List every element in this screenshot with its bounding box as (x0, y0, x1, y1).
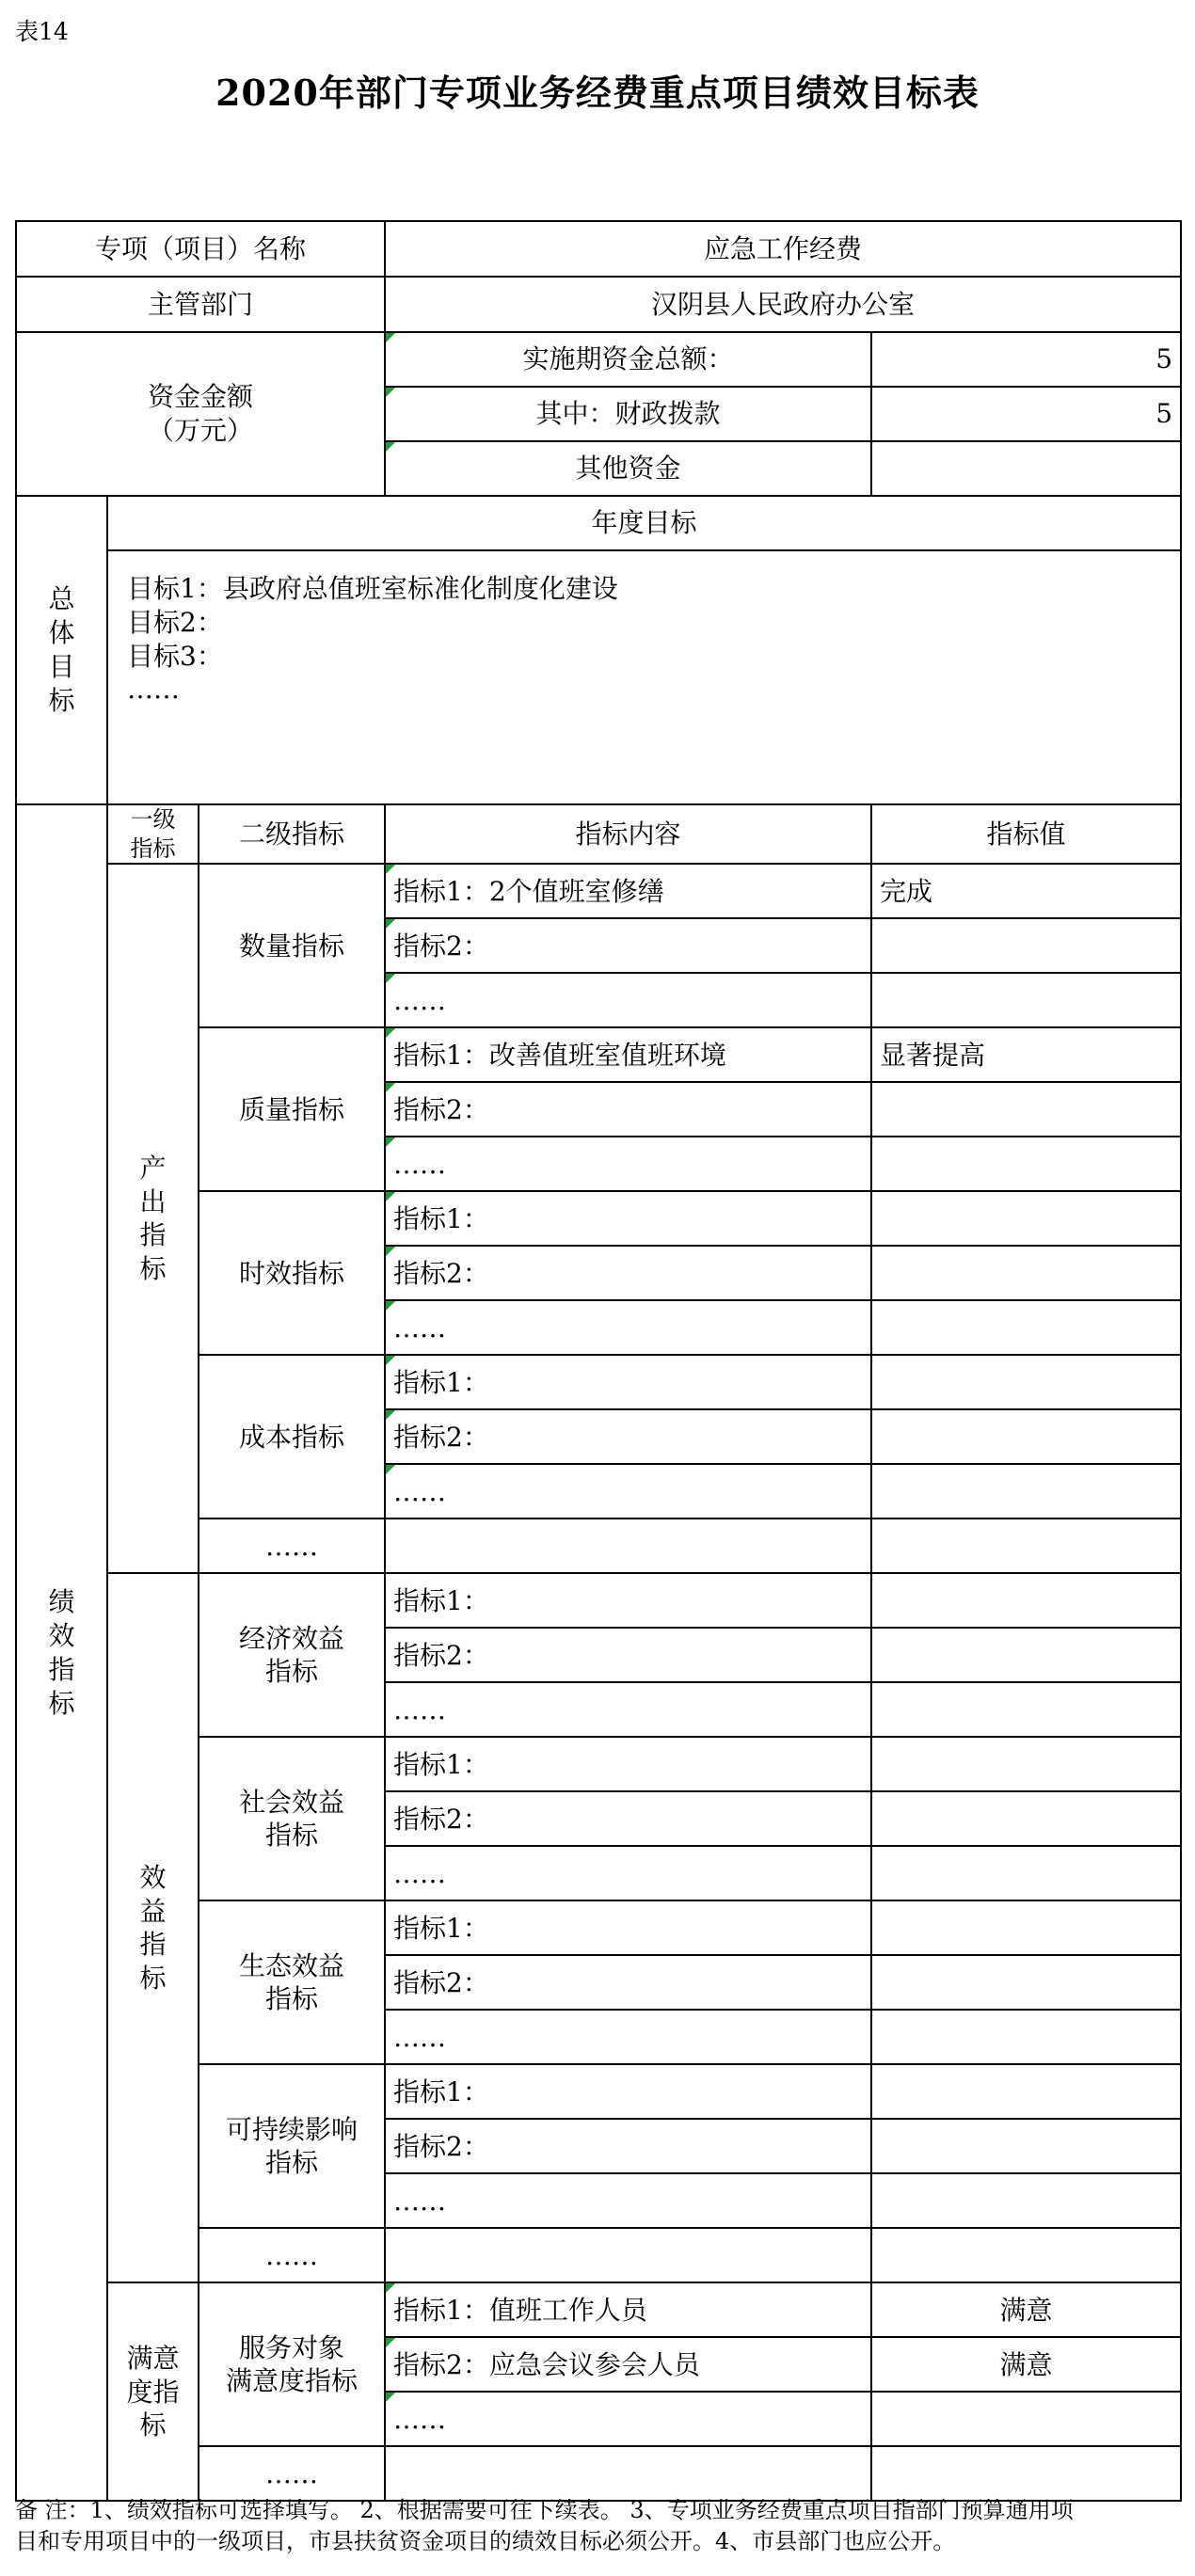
funds-total-value: 5 (871, 332, 1181, 387)
service-satisfaction-indicator (199, 2282, 385, 2446)
performance-goal-table (15, 220, 1182, 2502)
funds-other-label: 其他资金 (385, 441, 871, 496)
indicator-content: …… (385, 1682, 871, 1737)
indicator-content: 指标1：值班工作人员 (385, 2282, 871, 2337)
indicator-name-line: 可持续影响 (225, 2113, 358, 2145)
project-name-value: 应急工作经费 (385, 221, 1181, 277)
satisfaction-more: …… (199, 2446, 385, 2501)
indicator-content: 指标1：2个值班室修缮 (385, 864, 871, 918)
indicator-value (871, 1955, 1181, 2010)
indicator-value (871, 2446, 1181, 2501)
label-char: 标 (139, 1253, 167, 1285)
indicator-content: 指标1： (385, 1737, 871, 1791)
annual-goal-text (107, 550, 1181, 804)
indicator-value (871, 2392, 1181, 2446)
cost-indicator: 成本指标 (199, 1355, 385, 1519)
label-line: 满意 (126, 2342, 180, 2374)
funds-label (16, 332, 385, 496)
benefit-more: …… (199, 2228, 385, 2282)
indicator-value (871, 2119, 1181, 2173)
indicator-content: 指标2： (385, 1628, 871, 1682)
indicator-value (871, 1409, 1181, 1464)
label-line: 度指 (126, 2376, 180, 2408)
indicator-name-line: 生态效益 (238, 1949, 344, 1981)
satisfaction-indicator-label (107, 2282, 199, 2501)
value-header: 指标值 (871, 804, 1181, 864)
funds-fiscal-label: 其中：财政拨款 (385, 387, 871, 441)
indicator-value (871, 2173, 1181, 2228)
label-char: 标 (139, 1963, 167, 1995)
timeliness-indicator: 时效指标 (199, 1191, 385, 1355)
indicator-content: …… (385, 2392, 871, 2446)
funds-label-unit: （万元） (147, 415, 253, 446)
indicator-value (871, 1791, 1181, 1846)
indicator-value (871, 2010, 1181, 2064)
level1-header-line: 一级 (130, 806, 176, 833)
indicator-value (871, 1737, 1181, 1791)
funds-fiscal-value: 5 (871, 387, 1181, 441)
label-char: 效 (48, 1619, 75, 1651)
indicator-name-line: 指标 (264, 2147, 318, 2179)
indicator-value: 满意 (871, 2337, 1181, 2392)
footnote (15, 2495, 1187, 2557)
indicator-value: 满意 (871, 2282, 1181, 2337)
indicator-content: 指标2：应急会议参会人员 (385, 2337, 871, 2392)
quality-indicator: 质量指标 (199, 1027, 385, 1191)
indicator-value (871, 1519, 1181, 1573)
indicator-value (871, 1355, 1181, 1409)
indicator-value (871, 1246, 1181, 1300)
overall-goal-label (16, 496, 107, 804)
indicator-content: 指标2： (385, 2119, 871, 2173)
indicator-value: 完成 (871, 864, 1181, 918)
goal-line: 目标1：县政府总值班室标准化制度化建设 (127, 573, 618, 604)
indicator-content: …… (385, 1846, 871, 1900)
indicator-value (871, 2228, 1181, 2282)
indicator-value: 显著提高 (871, 1027, 1181, 1082)
indicator-content: 指标1：改善值班室值班环境 (385, 1027, 871, 1082)
department-value: 汉阴县人民政府办公室 (385, 277, 1181, 332)
economic-benefit-indicator (199, 1573, 385, 1737)
indicator-value (871, 1846, 1181, 1900)
content-header: 指标内容 (385, 804, 871, 864)
indicator-content: …… (385, 973, 871, 1027)
output-more: …… (199, 1519, 385, 1573)
indicator-name-line: 指标 (264, 1656, 318, 1688)
indicator-value (871, 1628, 1181, 1682)
indicator-content: …… (385, 1300, 871, 1355)
funds-total-label: 实施期资金总额： (385, 332, 871, 387)
indicator-content: …… (385, 1137, 871, 1191)
goal-line: 目标3： (127, 640, 223, 672)
quantity-indicator: 数量指标 (199, 864, 385, 1027)
indicator-value (871, 2064, 1181, 2119)
indicator-content: 指标1： (385, 1191, 871, 1246)
level2-header: 二级指标 (199, 804, 385, 864)
social-benefit-indicator (199, 1737, 385, 1900)
indicator-content (385, 2446, 871, 2501)
department-label: 主管部门 (16, 277, 385, 332)
level1-header-line: 指标 (130, 835, 176, 862)
indicator-name-line: 服务对象 (238, 2331, 344, 2363)
indicator-value (871, 1191, 1181, 1246)
annual-goal-header: 年度目标 (107, 496, 1181, 550)
funds-label-line: 资金金额 (147, 381, 253, 413)
page-title: 2020年部门专项业务经费重点项目绩效目标表 (215, 72, 980, 114)
indicator-name-line: 经济效益 (238, 1622, 344, 1654)
label-char: 指 (48, 1653, 75, 1685)
label-char: 目 (48, 651, 75, 682)
indicator-content: …… (385, 1464, 871, 1519)
indicator-value (871, 1682, 1181, 1737)
label-char: 标 (48, 1687, 75, 1719)
indicator-content: …… (385, 2010, 871, 2064)
indicator-content (385, 1519, 871, 1573)
indicator-name-line: 指标 (264, 1983, 318, 2015)
indicator-content: 指标1： (385, 2064, 871, 2119)
level1-header (107, 804, 199, 864)
indicator-content: 指标2： (385, 1409, 871, 1464)
indicator-value (871, 1082, 1181, 1137)
funds-other-value (871, 441, 1181, 496)
indicator-name-line: 指标 (264, 1820, 318, 1852)
indicator-content: 指标1： (385, 1355, 871, 1409)
indicator-value (871, 973, 1181, 1027)
label-char: 效 (139, 1861, 167, 1893)
goal-line: …… (127, 674, 180, 706)
indicator-name-line: 社会效益 (238, 1786, 344, 1818)
indicator-value (871, 1573, 1181, 1628)
indicator-content: 指标1： (385, 1900, 871, 1955)
footnote-line: 目和专用项目中的一级项目，市县扶贫资金项目的绩效目标必须公开。4、市县部门也应公开。 (15, 2528, 956, 2555)
ecological-benefit-indicator (199, 1900, 385, 2064)
indicator-content: 指标1： (385, 1573, 871, 1628)
label-char: 益 (139, 1895, 167, 1927)
label-char: 体 (48, 617, 75, 649)
indicator-content (385, 2228, 871, 2282)
label-char: 指 (139, 1219, 167, 1251)
benefit-indicator-label (107, 1573, 199, 2282)
label-char: 出 (139, 1185, 167, 1217)
label-char: 产 (139, 1152, 167, 1184)
indicator-content: 指标2： (385, 1791, 871, 1846)
indicator-value (871, 1900, 1181, 1955)
label-line: 标 (139, 2409, 167, 2441)
performance-indicator-label (16, 804, 107, 2501)
project-name-label: 专项（项目）名称 (16, 221, 385, 277)
label-char: 标 (48, 684, 75, 716)
table-number: 表14 (15, 18, 69, 45)
indicator-content: 指标2： (385, 1246, 871, 1300)
indicator-content: 指标2： (385, 1082, 871, 1137)
indicator-content: …… (385, 2173, 871, 2228)
output-indicator-label (107, 864, 199, 1573)
label-char: 绩 (48, 1586, 75, 1618)
footnote-line: 备 注：1、绩效指标可选择填写。 2、根据需要可往下续表。 3、专项业务经费重点项目指部门预算通用项 (15, 2497, 1074, 2523)
indicator-name-line: 满意度指标 (225, 2365, 358, 2397)
indicator-value (871, 1300, 1181, 1355)
indicator-value (871, 1137, 1181, 1191)
goal-line: 目标2： (127, 606, 223, 638)
indicator-content: 指标2： (385, 918, 871, 973)
sustainable-impact-indicator (199, 2064, 385, 2228)
indicator-content: 指标2： (385, 1955, 871, 2010)
indicator-value (871, 918, 1181, 973)
indicator-value (871, 1464, 1181, 1519)
label-char: 指 (139, 1929, 167, 1961)
label-char: 总 (48, 583, 75, 615)
